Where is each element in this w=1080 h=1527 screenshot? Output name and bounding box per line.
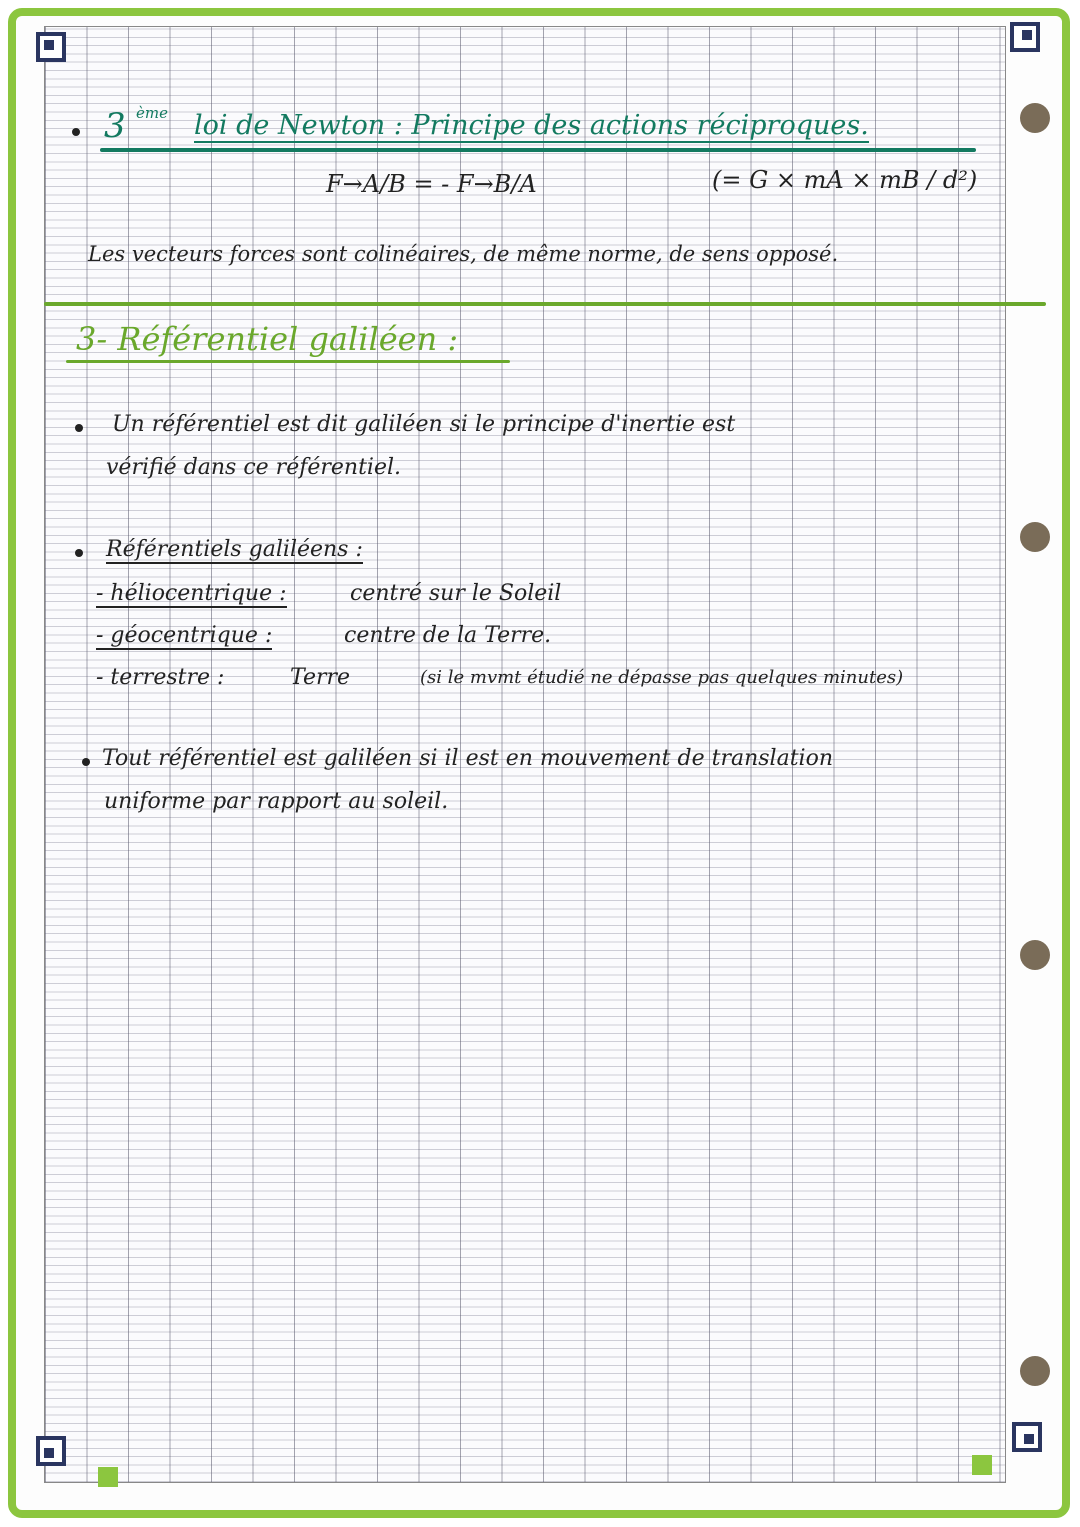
bullet: [82, 758, 90, 766]
law-title: loi de Newton : Principe des actions réciproques.: [194, 110, 869, 141]
bullet: [75, 424, 83, 432]
definition-line-2: vérifié dans ce référentiel.: [106, 455, 402, 480]
bullet: [72, 128, 80, 136]
section-divider: [44, 302, 1046, 306]
definition-line-1: Un référentiel est dit galiléen si le principe d'inertie est: [112, 412, 736, 437]
law-suffix: ème: [136, 104, 168, 122]
list-title: Référentiels galiléens :: [106, 537, 363, 562]
green-square-marker: [98, 1467, 118, 1487]
item-note: (si le mvmt étudié ne dépasse pas quelques minutes): [420, 667, 904, 688]
corner-marker-icon: [36, 32, 66, 62]
item-desc: Terre: [290, 665, 351, 690]
item-desc: centré sur le Soleil: [350, 581, 562, 606]
formula-gravitation: (= G × mA × mB / d²): [712, 166, 978, 194]
item-desc: centre de la Terre.: [344, 623, 552, 648]
item-name: - terrestre :: [96, 665, 225, 690]
section-title: 3- Référentiel galiléen :: [76, 320, 459, 358]
corner-marker-icon: [1012, 1422, 1042, 1452]
item-name: - héliocentrique :: [96, 581, 287, 606]
translation-line-1: Tout référentiel est galiléen si il est en mouvement de translation: [102, 746, 833, 771]
corner-marker-icon: [1010, 22, 1040, 52]
title-underline: [100, 148, 976, 152]
item-name: - géocentrique :: [96, 623, 273, 648]
section-underline: [66, 360, 510, 363]
green-square-marker: [972, 1455, 992, 1475]
formula-equal-forces: F→A/B = - F→B/A: [326, 170, 537, 198]
punch-hole: [1020, 940, 1050, 970]
law-statement: Les vecteurs forces sont colinéaires, de même norme, de sens opposé.: [88, 242, 839, 266]
bullet: [75, 549, 83, 557]
punch-hole: [1020, 103, 1050, 133]
translation-line-2: uniforme par rapport au soleil.: [104, 789, 449, 814]
punch-hole: [1020, 522, 1050, 552]
corner-marker-icon: [36, 1436, 66, 1466]
punch-hole: [1020, 1356, 1050, 1386]
law-number: 3: [104, 106, 126, 146]
